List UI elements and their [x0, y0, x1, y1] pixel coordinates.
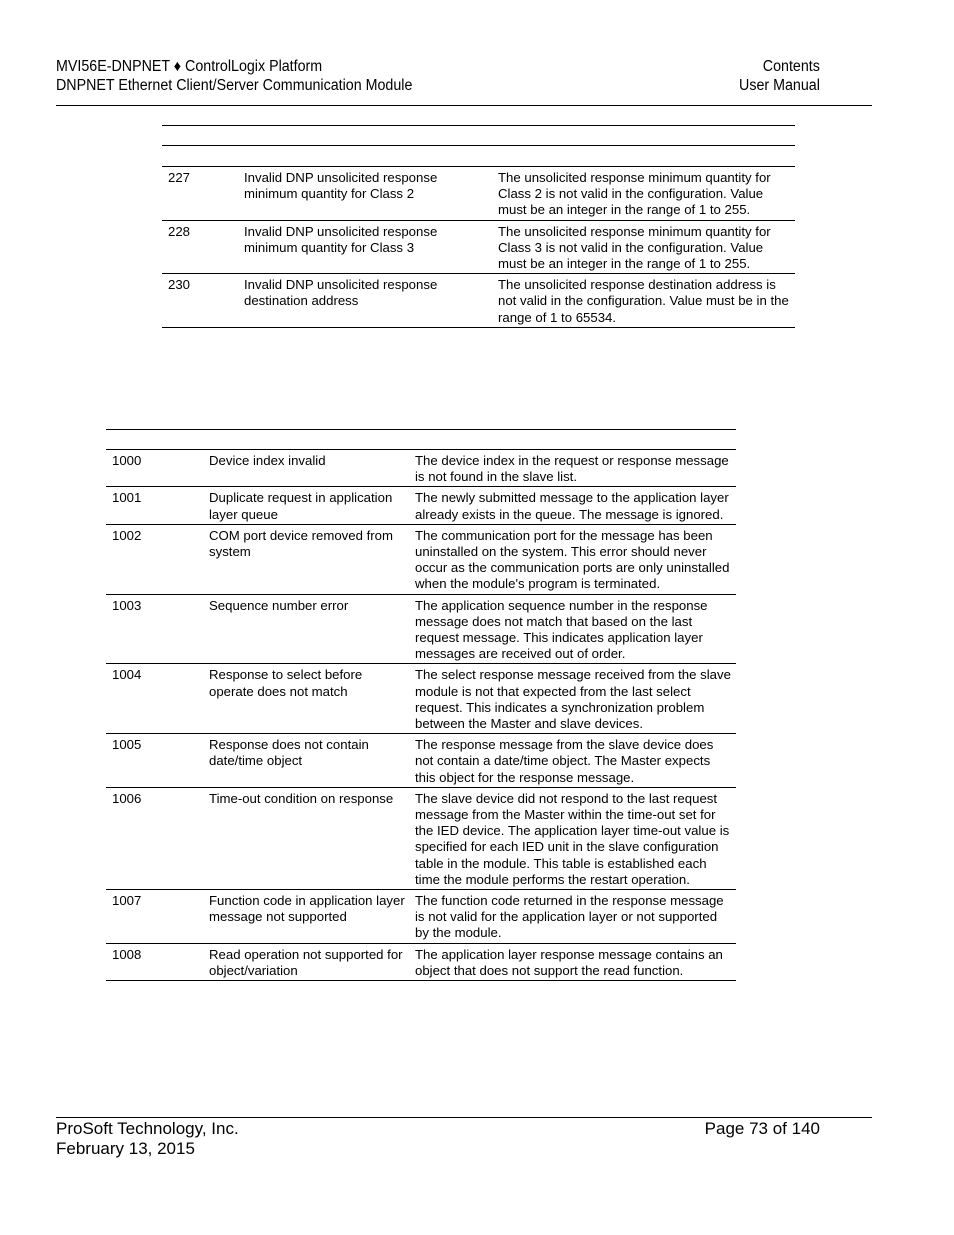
table-header-spacer [162, 146, 795, 167]
table-row [106, 450, 736, 487]
header-module-name: DNPNET Ethernet Client/Server Communication Module [56, 77, 413, 94]
error-name: Read operation not supported for object/variation [203, 943, 409, 980]
error-name: Invalid DNP unsolicited response minimum quantity for Class 3 [238, 220, 492, 274]
error-name: Function code in application layer message not supported [203, 890, 409, 944]
page-footer-left [56, 1119, 239, 1159]
error-description: The slave device did not respond to the last request message from the Master within the time-out set for the IED device. The application layer time-out value is specified for each IED unit in the slave configuration table in the module. This table is established each time the module performs the restart operation. [409, 787, 736, 889]
error-name: COM port device removed from system [203, 524, 409, 594]
error-code: 1005 [106, 734, 203, 788]
error-description: The select response message received from the slave module is not that expected from the last select request. This indicates a synchronization problem between the Master and slave devices. [409, 664, 736, 734]
header-divider [56, 105, 872, 106]
table-row [162, 220, 795, 274]
table-row [106, 664, 736, 734]
error-code: 1006 [106, 787, 203, 889]
header-manual: User Manual [739, 77, 820, 94]
table-row [106, 890, 736, 944]
table-header-row [106, 430, 736, 450]
error-description: The unsolicited response destination address is not valid in the configuration. Value must be in the range of 1 to 65534. [492, 274, 795, 328]
page-header-left [56, 57, 412, 95]
error-name: Device index invalid [203, 450, 409, 487]
error-description: The unsolicited response minimum quantity for Class 2 is not valid in the configuration. Value must be an integer in the range of 1 to 255. [492, 167, 795, 221]
error-code: 1002 [106, 524, 203, 594]
error-code: 1007 [106, 890, 203, 944]
error-description: The application sequence number in the response message does not match that based on the last request message. This indicates application layer messages are received out of order. [409, 594, 736, 664]
error-code: 228 [162, 220, 238, 274]
table-row [162, 167, 795, 221]
footer-divider [56, 1117, 872, 1118]
error-description: The newly submitted message to the application layer already exists in the queue. The message is ignored. [409, 487, 736, 524]
error-description: The function code returned in the response message is not valid for the application layer or not supported by the module. [409, 890, 736, 944]
table-row [106, 787, 736, 889]
error-name: Sequence number error [203, 594, 409, 664]
error-code: 1001 [106, 487, 203, 524]
error-name: Duplicate request in application layer queue [203, 487, 409, 524]
header-section: Contents [762, 58, 820, 75]
footer-company: ProSoft Technology, Inc. [56, 1119, 239, 1138]
error-description: The response message from the slave device does not contain a date/time object. The Master expects this object for the response message. [409, 734, 736, 788]
footer-date: February 13, 2015 [56, 1139, 195, 1158]
error-code: 227 [162, 167, 238, 221]
error-name: Response to select before operate does not match [203, 664, 409, 734]
error-code: 230 [162, 274, 238, 328]
error-description: The unsolicited response minimum quantity for Class 3 is not valid in the configuration. Value must be an integer in the range of 1 to 255. [492, 220, 795, 274]
error-code: 1004 [106, 664, 203, 734]
error-description: The communication port for the message has been uninstalled on the system. This error should never occur as the communication ports are only uninstalled when the module's program is terminated. [409, 524, 736, 594]
header-product-line: MVI56E-DNPNET ♦ ControlLogix Platform [56, 58, 323, 75]
error-code: 1008 [106, 943, 203, 980]
table-header-row [162, 126, 795, 146]
page-header-right [739, 57, 820, 95]
error-name: Invalid DNP unsolicited response minimum quantity for Class 2 [238, 167, 492, 221]
error-name: Response does not contain date/time object [203, 734, 409, 788]
footer-page-number: Page 73 of 140 [704, 1119, 820, 1138]
error-description: The application layer response message contains an object that does not support the read function. [409, 943, 736, 980]
table-row [106, 594, 736, 664]
error-description: The device index in the request or response message is not found in the slave list. [409, 450, 736, 487]
error-name: Invalid DNP unsolicited response destination address [238, 274, 492, 328]
error-code: 1003 [106, 594, 203, 664]
error-code: 1000 [106, 450, 203, 487]
table-row [106, 524, 736, 594]
page-footer-right [705, 1119, 820, 1139]
error-table-application-layer [106, 429, 736, 981]
table-row [106, 487, 736, 524]
table-row [162, 274, 795, 328]
table-row [106, 734, 736, 788]
error-name: Time-out condition on response [203, 787, 409, 889]
error-table-config [162, 125, 795, 328]
table-row [106, 943, 736, 980]
